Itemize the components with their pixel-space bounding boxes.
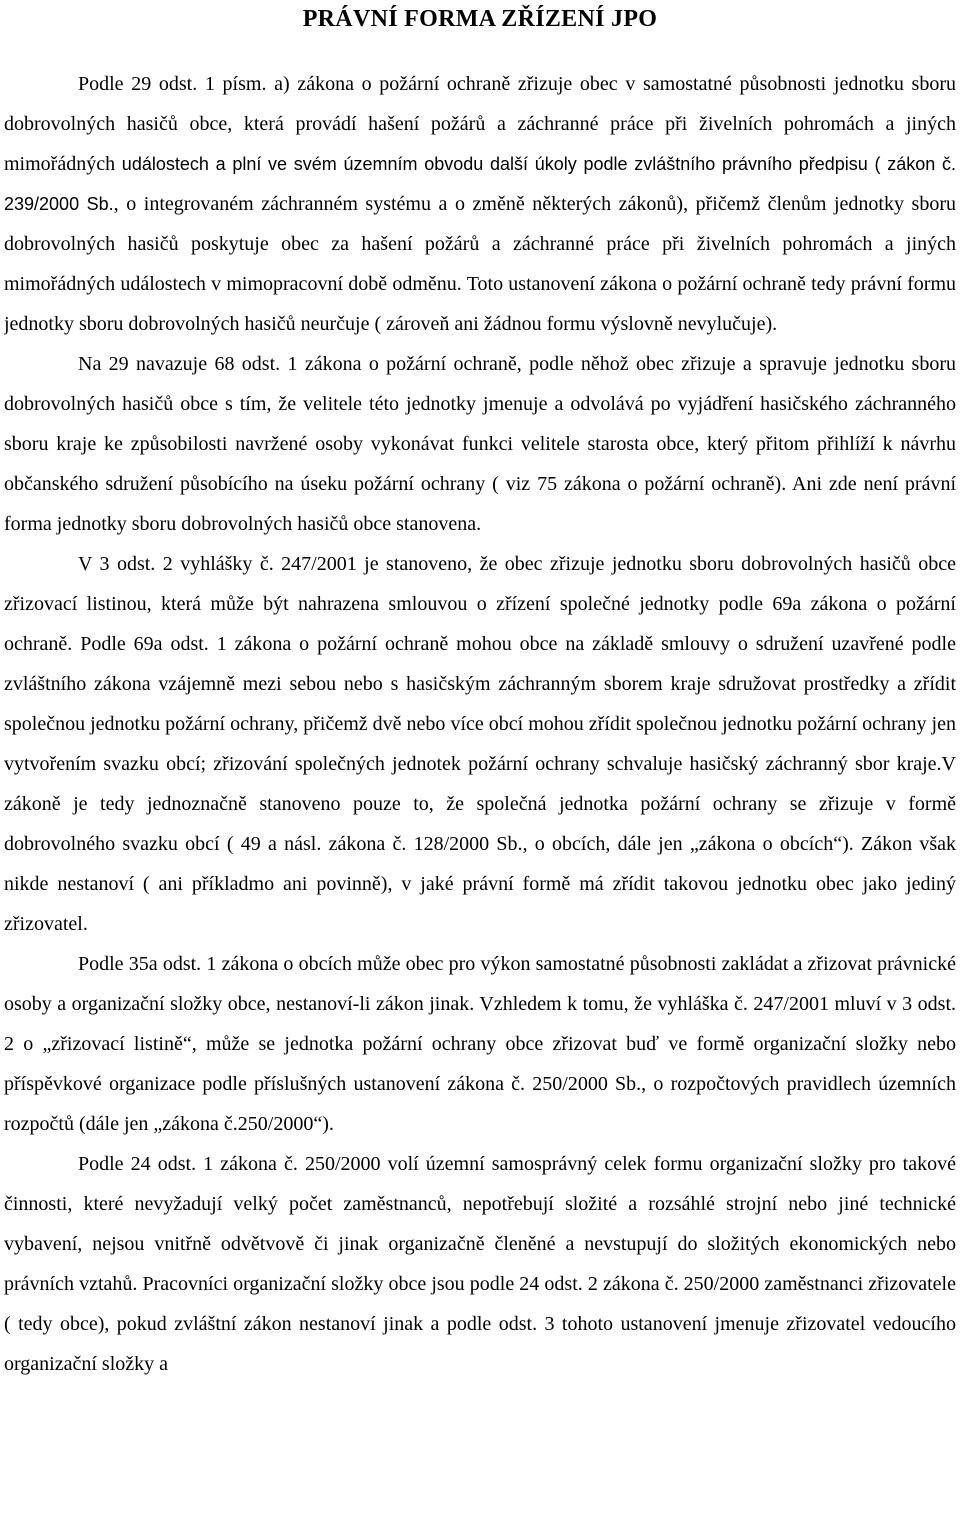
title-spacer bbox=[4, 40, 956, 64]
paragraph-1-part-c: , o integrovaném záchranném systému a o změně některých zákonů), přičemž členům jednotky sboru dobrovolných hasičů poskytuje obec za hašení požárů a záchranné práce při živelních pohromách a jiných mimořádných událostech v mimopracovní době odměnu. Toto ustanovení zákona o požární ochraně tedy právní formu jednotky sboru dobrovolných hasičů neurčuje ( zároveň ani žádnou formu výslovně nevylučuje). bbox=[4, 193, 956, 335]
paragraph-1-part-a: Podle 29 odst. 1 písm. a) zákona o požární ochraně zřizuje obec v samostatné působnosti jednotku sboru dobrovolných hasičů obce, která provádí hašení požárů a záchranné práce při živelních pohromách a jiných mimořádných bbox=[4, 73, 956, 175]
paragraph-2: Na 29 navazuje 68 odst. 1 zákona o požární ochraně, podle něhož obec zřizuje a spravuje jednotku sboru dobrovolných hasičů obce s tím, že velitele této jednotky jmenuje a odvolává po vyjádření hasičského záchranného sboru kraje ke způsobilosti navržené osoby vykonávat funkci velitele starosta obce, který přitom přihlíží k návrhu občanského sdružení působícího na úseku požární ochrany ( viz 75 zákona o požární ochraně). Ani zde není právní forma jednotky sboru dobrovolných hasičů obce stanovena. bbox=[4, 353, 956, 535]
document-title: PRÁVNÍ FORMA ZŘÍZENÍ JPO bbox=[302, 6, 658, 32]
document-page bbox=[4, 0, 956, 1536]
paragraph-1 bbox=[4, 64, 956, 344]
paragraph-4: Podle 35a odst. 1 zákona o obcích může obec pro výkon samostatné působnosti zakládat a zřizovat právnické osoby a organizační složky obce, nestanoví-li zákon jinak. Vzhledem k tomu, že vyhláška č. 247/2001 mluví v 3 odst. 2 o „zřizovací listině“, může se jednotka požární ochrany obce zřizovat buď ve formě organizační složky nebo příspěvkové organizace podle příslušných ustanovení zákona č. 250/2000 Sb., o rozpočtových pravidlech územních rozpočtů (dále jen „zákona č.250/2000“). bbox=[4, 953, 956, 1135]
paragraph-3: V 3 odst. 2 vyhlášky č. 247/2001 je stanoveno, že obec zřizuje jednotku sboru dobrovolných hasičů obce zřizovací listinou, která může být nahrazena smlouvou o zřízení společné jednotky podle 69a zákona o požární ochraně. Podle 69a odst. 1 zákona o požární ochraně mohou obce na základě smlouvy o sdružení uzavřené podle zvláštního zákona vzájemně mezi sebou nebo s hasičským záchranným sborem kraje sdružovat prostředky a zřídit společnou jednotku požární ochrany, přičemž dvě nebo více obcí mohou zřídit společnou jednotku požární ochrany jen vytvořením svazku obcí; zřizování společných jednotek požární ochrany schvaluje hasičský záchranný sbor kraje.V zákoně je tedy jednoznačně stanoveno pouze to, že společná jednotka požární ochrany se zřizuje v formě dobrovolného svazku obcí ( 49 a násl. zákona č. 128/2000 Sb., o obcích, dále jen „zákona o obcích“). Zákon však nikde nestanoví ( ani příkladmo ani povinně), v jaké právní formě má zřídit takovou jednotku obec jako jediný zřizovatel. bbox=[4, 553, 956, 935]
paragraph-5: Podle 24 odst. 1 zákona č. 250/2000 volí územní samosprávný celek formu organizační složky pro takové činnosti, které nevyžadují velký počet zaměstnanců, nepotřebují složité a rozsáhlé strojní nebo jiné technické vybavení, nejsou vnitřně odvětvově či jinak organizačně členěné a nevstupují do složitých ekonomických nebo právních vztahů. Pracovníci organizační složky obce jsou podle 24 odst. 2 zákona č. 250/2000 zaměstnanci zřizovatele ( tedy obce), pokud zvláštní zákon nestanoví jinak a podle odst. 3 tohoto ustanovení jmenuje zřizovatel vedoucího organizační složky a bbox=[4, 1153, 956, 1375]
paragraph-1-part-b: událostech a plní ve svém územním obvodu další úkoly podle zvláštního právního předpisu ( zákon č. 239/2000 Sb. bbox=[4, 154, 956, 214]
